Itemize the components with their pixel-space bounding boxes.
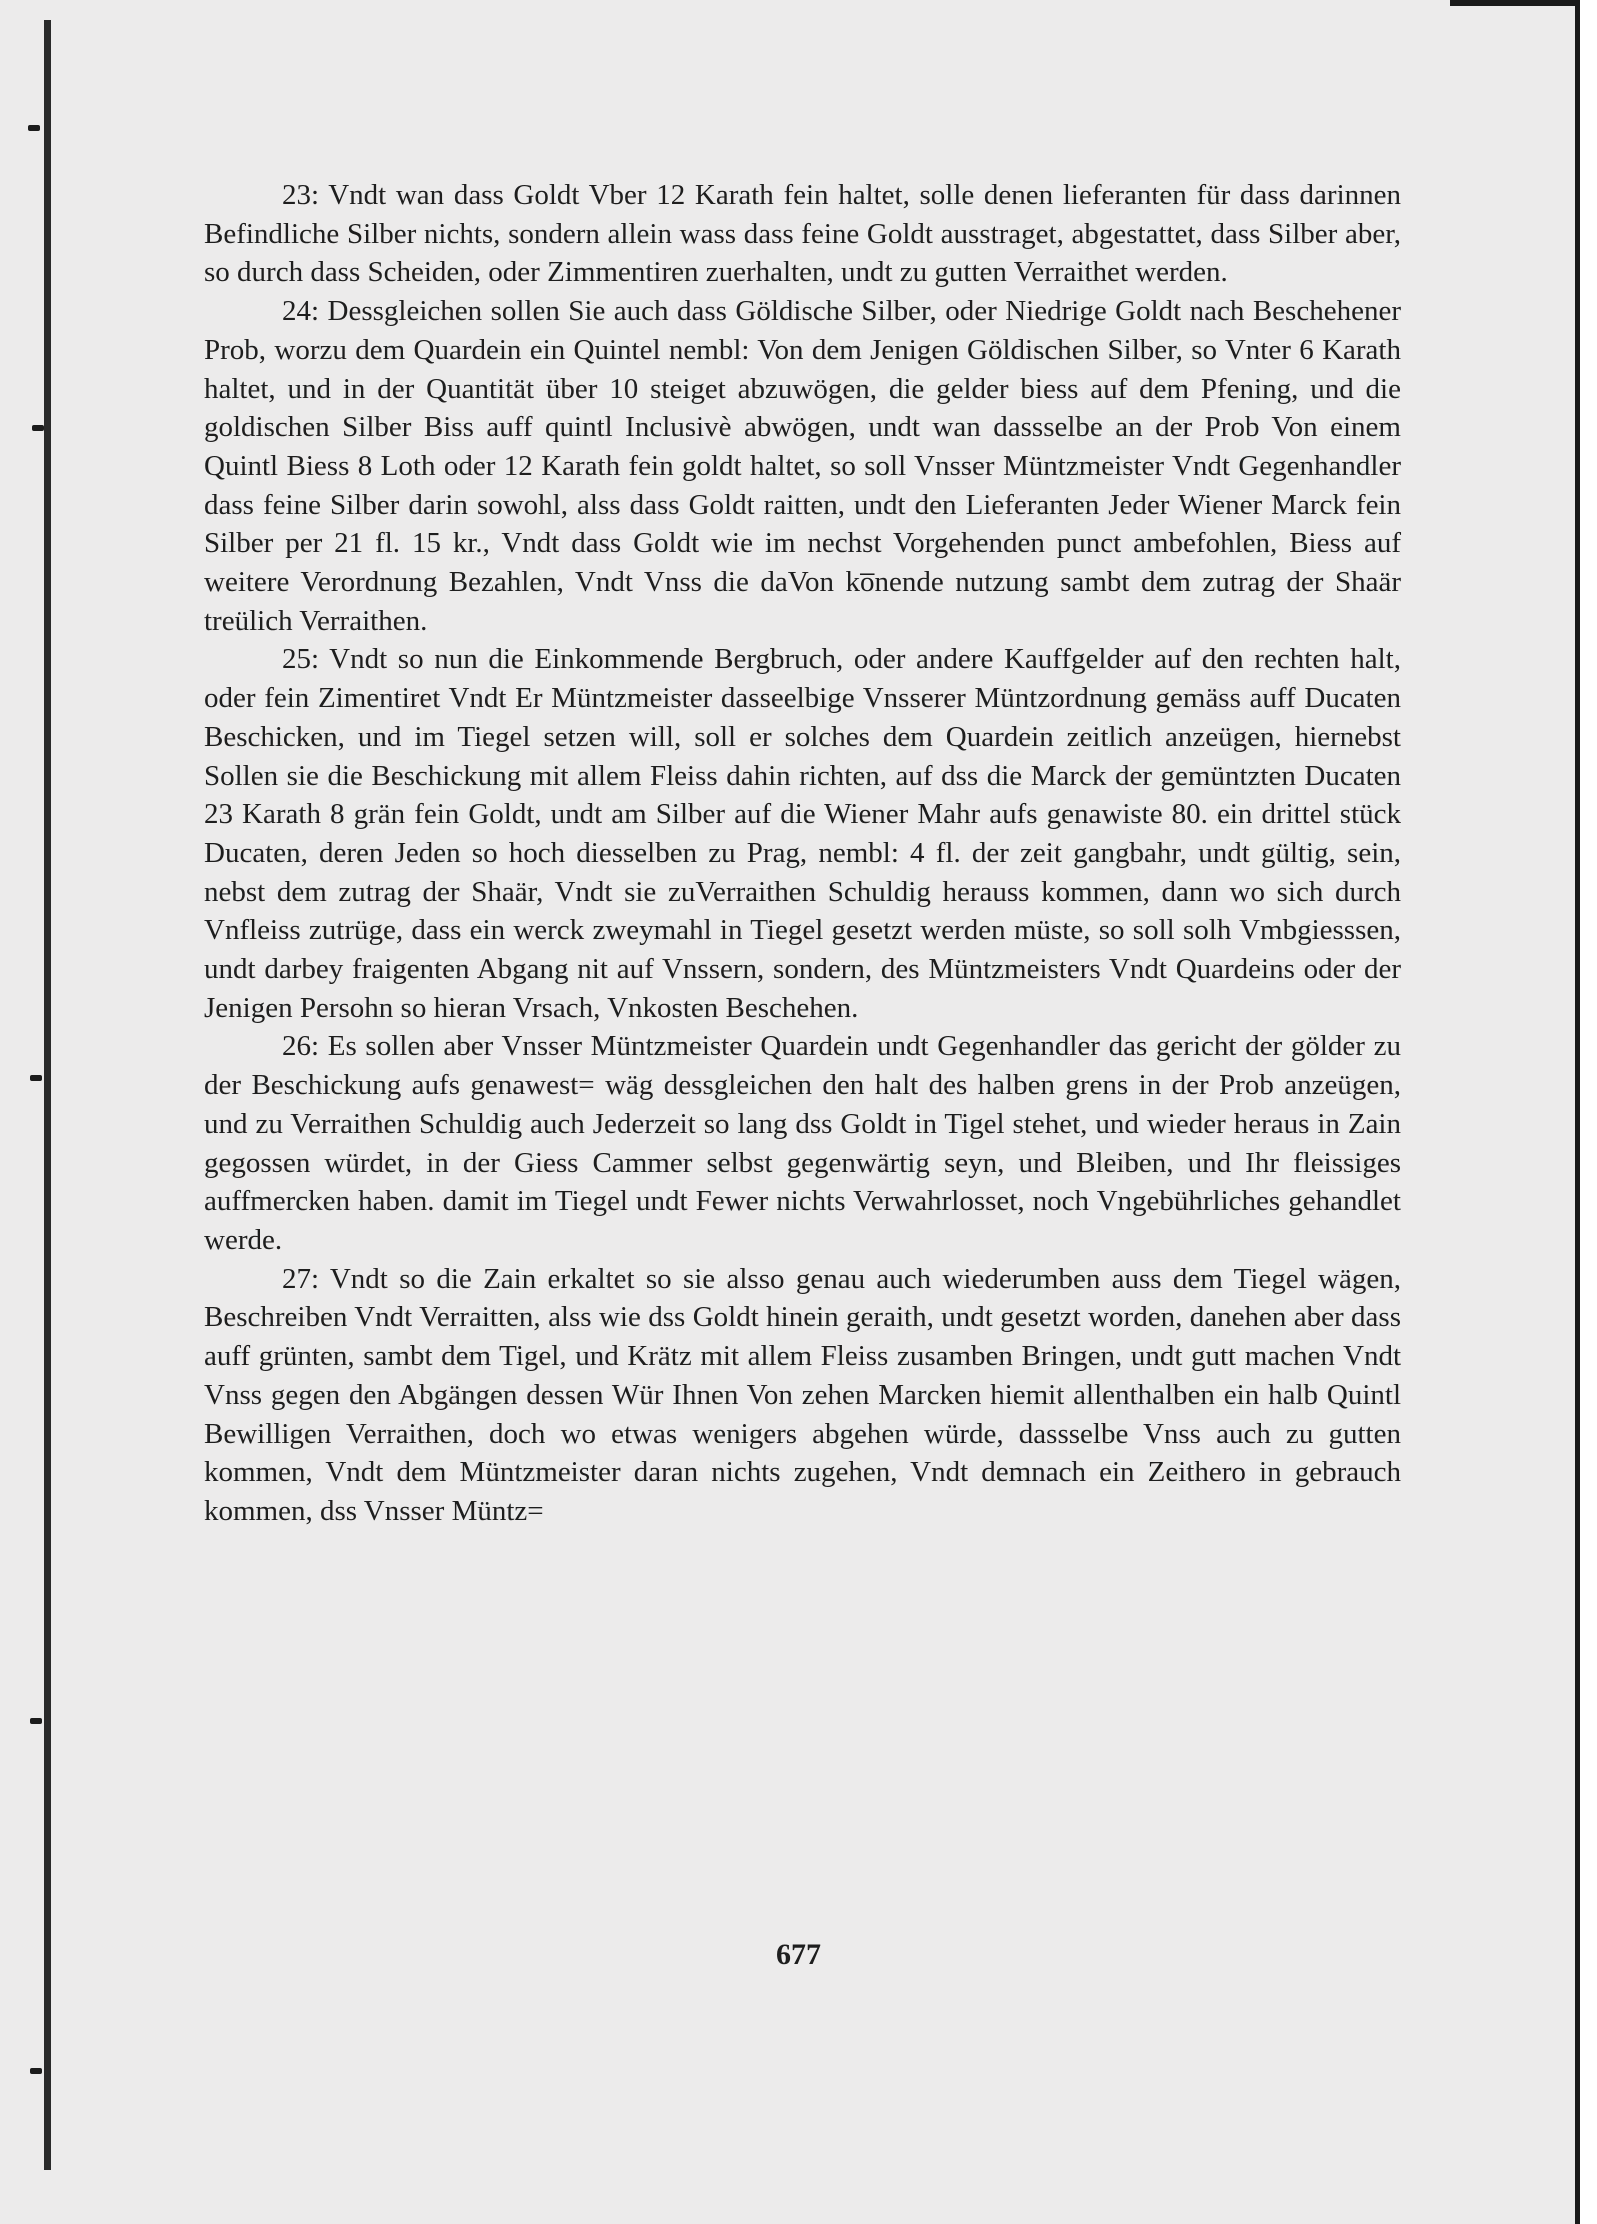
- document-body: [204, 176, 1401, 1531]
- paragraph-24: 24: Dessgleichen sollen Sie auch dass Göldische Silber, oder Niedrige Goldt nach Beschehener Prob, worzu dem Quardein ein Quintel nembl: Von dem Jenigen Göldischen Silber, so Vnter 6 Karath haltet, und in der Quantität über 10 steiget abzuwögen, die gelder biess auf dem Pfening, und die goldischen Silber Biss auff quintl Inclusivè abwögen, undt wan dassselbe an der Prob Von einem Quintl Biess 8 Loth oder 12 Karath fein goldt haltet, so soll Vnsser Müntzmeister Vndt Gegenhandler dass feine Silber darin sowohl, alss dass Goldt raitten, undt den Lieferanten Jeder Wiener Marck fein Silber per 21 fl. 15 kr., Vndt dass Goldt wie im nechst Vorgehenden punct ambefohlen, Biess auf weitere Verordnung Bezahlen, Vndt Vnss die daVon ko̅nende nutzung sambt dem zutrag der Shaär treülich Verraithen.: [204, 295, 1401, 637]
- page-number: 677: [776, 1938, 821, 1971]
- paragraph-26: 26: Es sollen aber Vnsser Müntzmeister Quardein undt Gegenhandler das gericht der gölder zu der Beschickung aufs genawest= wäg dessgleichen den halt des halben grens in der Prob anzeügen, und zu Verraithen Schuldig auch Jederzeit so lang dss Goldt in Tigel stehet, und wieder heraus in Zain gegossen würdet, in der Giess Cammer selbst gegenwärtig seyn, und Bleiben, und Ihr fleissiges auffmercken haben. damit im Tiegel undt Fewer nichts Verwahrlosset, noch Vngebührliches gehandlet werde.: [204, 1030, 1401, 1256]
- scan-edge-left: [44, 20, 51, 2170]
- binding-mark: [32, 425, 44, 431]
- scan-edge-right: [1575, 0, 1597, 2224]
- binding-mark: [30, 2068, 42, 2074]
- binding-mark: [30, 1718, 42, 1724]
- paragraph-27: 27: Vndt so die Zain erkaltet so sie alsso genau auch wiederumben auss dem Tiegel wägen, Beschreiben Vndt Verraitten, alss wie dss Goldt hinein geraith, undt gesetzt worden, danehen aber dass auff grünten, sambt dem Tigel, und Krätz mit allem Fleiss zusamben Bringen, undt gutt machen Vndt Vnss gegen den Abgängen dessen Wür Ihnen Von zehen Marcken hiemit allenthalben ein halb Quintl Bewilligen Verraithen, doch wo etwas wenigers abgehen würde, dassselbe Vnss auch zu gutten kommen, Vndt dem Müntzmeister daran nichts zugehen, Vndt demnach ein Zeithero in gebrauch kommen, dss Vnsser Müntz=: [204, 1262, 1401, 1527]
- paragraph-25: 25: Vndt so nun die Einkommende Bergbruch, oder andere Kauffgelder auf den rechten halt, oder fein Zimentiret Vndt Er Müntzmeister dasseelbige Vnsserer Müntzordnung gemäss auff Ducaten Beschicken, und im Tiegel setzen will, soll er solches dem Quardein zeitlich anzeügen, hiernebst Sollen sie die Beschickung mit allem Fleiss dahin richten, auf dss die Marck der gemüntzten Ducaten 23 Karath 8 grän fein Goldt, undt am Silber auf die Wiener Mahr aufs genawiste 80. ein drittel stück Ducaten, deren Jeden so hoch diesselben zu Prag, nembl: 4 fl. der zeit gangbahr, undt gültig, sein, nebst dem zutrag der Shaär, Vndt sie zuVerraithen Schuldig herauss kommen, dann wo sich durch Vnfleiss zutrüge, dass ein werck zweymahl in Tiegel gesetzt werden müste, so soll solh Vmbgiesssen, undt darbey fraigenten Abgang nit auf Vnssern, sondern, des Müntzmeisters Vndt Quardeins oder der Jenigen Persohn so hieran Vrsach, Vnkosten Beschehen.: [204, 643, 1401, 1024]
- paragraph-23: 23: Vndt wan dass Goldt Vber 12 Karath fein haltet, solle denen lieferanten für dass darinnen Befindliche Silber nichts, sondern allein wass dass feine Goldt ausstraget, abgestattet, dass Silber aber, so durch dass Scheiden, oder Zimmentiren zuerhalten, undt zu gutten Verraithet werden.: [204, 179, 1401, 289]
- binding-mark: [30, 1075, 42, 1081]
- binding-mark: [28, 125, 40, 131]
